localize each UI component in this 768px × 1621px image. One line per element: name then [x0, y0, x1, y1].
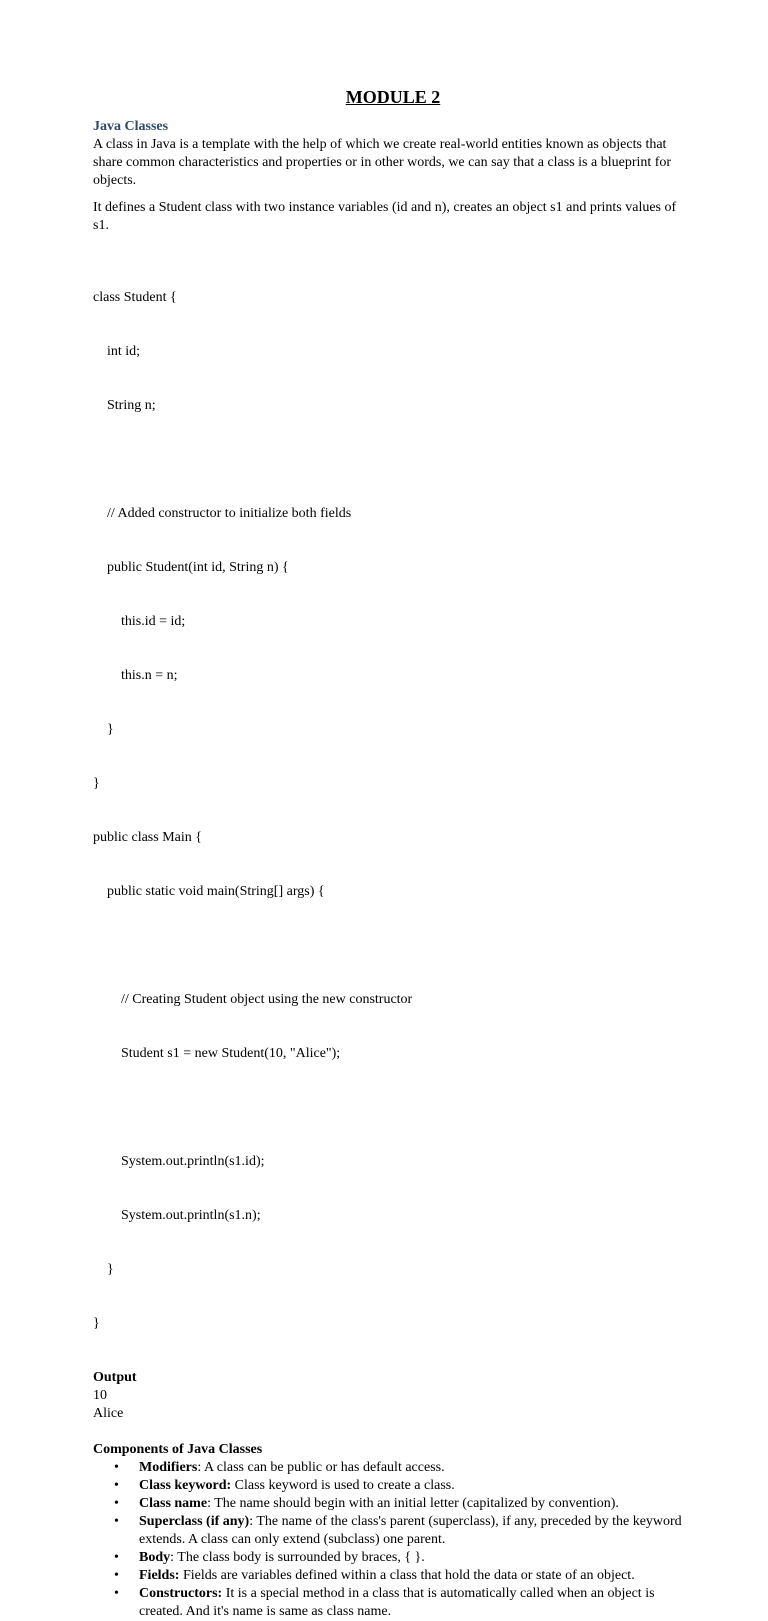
bullet-icon: • [114, 1496, 119, 1511]
item-text: A class can be public or has default access. [203, 1460, 445, 1475]
components-list [93, 1459, 693, 1621]
code-line: public static void main(String[] args) { [93, 884, 325, 899]
output-section [93, 1369, 693, 1423]
bullet-icon: • [114, 1514, 119, 1529]
output-label: Output [93, 1370, 137, 1385]
code-line: this.n = n; [93, 668, 178, 683]
code-line: System.out.println(s1.n); [93, 1208, 261, 1223]
list-item: • Class name: The name should begin with an initial letter (capitalized by convention). [114, 1496, 619, 1511]
code-line: public class Main { [93, 830, 202, 845]
intro-paragraph: A class in Java is a template with the help of which we create real-world entities known as objects that share common characteristics and properties or in other words, we can say that a class is a blueprint for objects. [93, 137, 672, 188]
output-line: 10 [93, 1388, 107, 1403]
components-heading: Components of Java Classes [93, 1442, 263, 1457]
code-line: public Student(int id, String n) { [93, 560, 289, 575]
page-title: MODULE 2 [345, 87, 441, 107]
code-line [93, 1099, 693, 1117]
item-term: Superclass (if any) [139, 1514, 250, 1529]
item-text: The name should begin with an initial letter (capitalized by convention). [214, 1496, 619, 1511]
list-item: • Body: The class body is surrounded by braces, { }. [114, 1550, 425, 1565]
item-term: Class keyword: [139, 1478, 232, 1493]
list-item: • Modifiers: A class can be public or has default access. [114, 1460, 445, 1475]
code-line [93, 937, 693, 955]
list-item [93, 1567, 699, 1585]
code-block [93, 253, 693, 1369]
code-line: int id; [93, 344, 141, 359]
item-term: Class name [139, 1496, 208, 1511]
bullet-icon: • [114, 1550, 119, 1565]
bullet-icon: • [114, 1478, 119, 1493]
section-heading-java-classes: Java Classes [93, 119, 169, 134]
code-line: } [93, 1262, 114, 1277]
code-line: } [93, 1316, 100, 1331]
list-item [93, 1585, 699, 1621]
item-text: The name of the class's parent (superclass), if any, preceded by the keyword extends. A class can only extend (subclass) one parent. [139, 1514, 682, 1547]
code-line: // Added constructor to initialize both fields [93, 506, 352, 521]
item-term: Modifiers [139, 1460, 198, 1475]
code-line: } [93, 776, 100, 791]
document-page [93, 86, 693, 1621]
bullet-icon: • [114, 1460, 119, 1475]
code-line: // Creating Student object using the new constructor [93, 992, 413, 1007]
code-line [93, 451, 693, 469]
description-paragraph: It defines a Student class with two instance variables (id and n), creates an object s1 and prints values of s1. [93, 200, 677, 233]
code-line: } [93, 722, 114, 737]
list-item [93, 1477, 699, 1495]
item-text: Fields are variables defined within a class that hold the data or state of an object. [182, 1568, 635, 1583]
item-text: The class body is surrounded by braces, { }. [177, 1550, 425, 1565]
list-item: • Superclass (if any): The name of the class's parent (superclass), if any, preceded by the keyword extends. A class can only extend (subclass) one parent. [114, 1514, 682, 1547]
output-line: Alice [93, 1406, 124, 1421]
item-text: Class keyword is used to create a class. [234, 1478, 455, 1493]
item-term: Body [139, 1550, 171, 1565]
code-line: System.out.println(s1.id); [93, 1154, 265, 1169]
item-term: Fields: [139, 1568, 180, 1583]
code-line: this.id = id; [93, 614, 186, 629]
item-term: Constructors: [139, 1586, 223, 1601]
bullet-icon: • [114, 1568, 119, 1583]
code-line: Student s1 = new Student(10, "Alice"); [93, 1046, 341, 1061]
code-line: class Student { [93, 290, 177, 305]
code-line: String n; [93, 398, 156, 413]
bullet-icon: • [114, 1586, 119, 1601]
item-text: It is a special method in a class that is automatically called when an object is created. And it's name is same as class name. [139, 1586, 655, 1619]
